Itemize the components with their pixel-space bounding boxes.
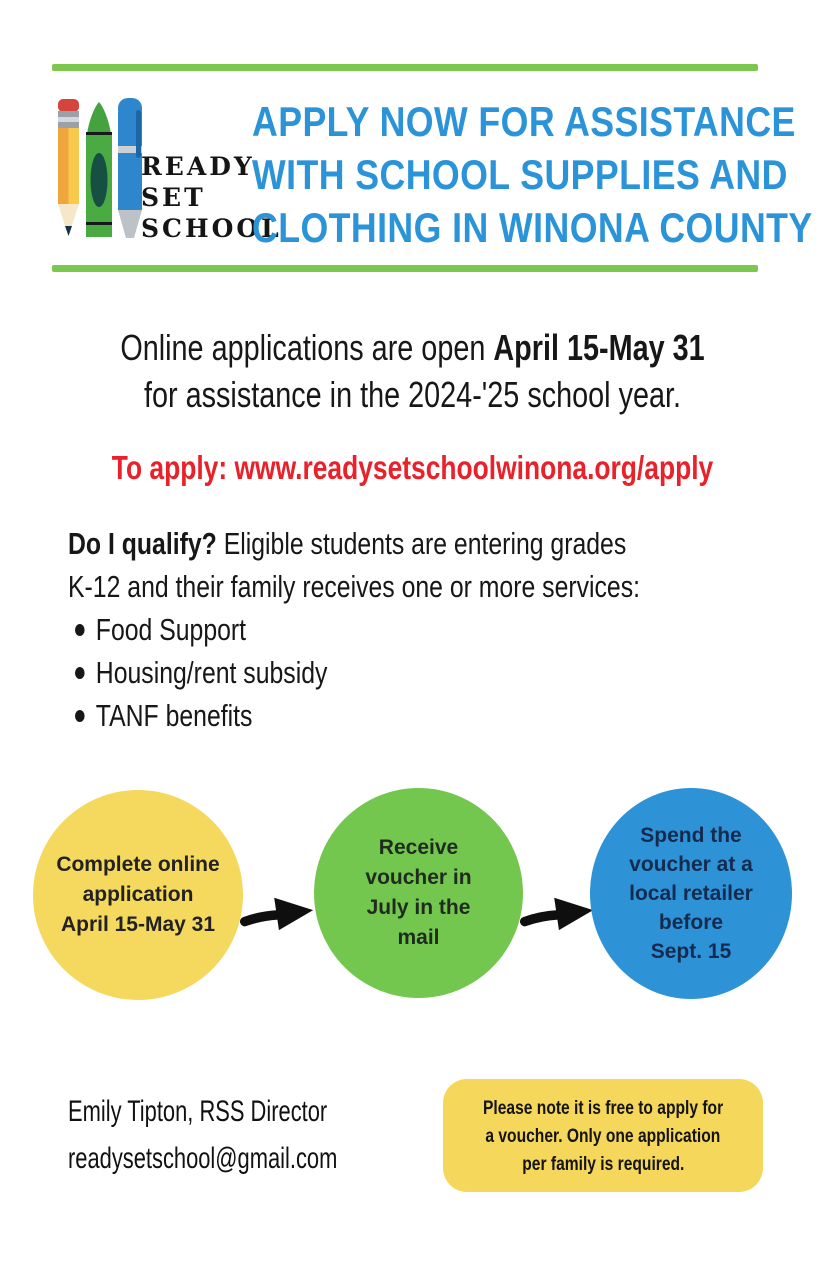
step-line: Sept. 15 [650,940,732,963]
qualify-line-2: K-12 and their family receives one or more services: [68,569,641,604]
bullet-icon [75,667,85,679]
note-line-1: Please note it is free to apply for [482,1096,724,1119]
step-circle-receive [314,788,523,998]
step-circle-spend [590,788,792,999]
bullet-icon [75,624,85,636]
step-line: Spend the [640,824,742,847]
step-line: voucher at a [629,853,753,876]
intro-line-2: for assistance in the 2024-'25 school year. [143,374,682,415]
list-item [75,651,327,694]
services-list [75,608,391,737]
qualify-section [68,522,783,608]
intro-line-1-regular: Online applications are open [120,327,494,368]
arrow-right-icon [240,888,316,938]
logo-word-school: SCHOOL [141,214,282,243]
contact-email: readysetschool@gmail.com [68,1142,338,1175]
step-line: local retailer [629,882,753,905]
ready-set-school-logo [55,96,147,246]
logo-word-ready: READY [141,152,255,181]
step-circle-apply [33,790,243,1000]
contact-name: Emily Tipton, RSS Director [68,1095,328,1128]
contact-info [68,1088,437,1182]
headline-line-3: CLOTHING IN WINONA COUNTY [252,204,813,251]
intro-line-1 [83,324,743,371]
service-tanf-benefits: TANF benefits [95,697,253,733]
pencil-icon [58,99,79,236]
qualify-line-1-rest: Eligible students are entering grades [216,526,627,561]
step-line: voucher in [365,866,472,889]
intro-line-1-dates: April 15-May 31 [493,327,705,368]
crayon-icon [86,102,112,237]
list-item [75,694,327,737]
pen-icon [118,98,142,238]
qualify-question: Do I qualify? [68,526,217,561]
divider-top [52,64,758,71]
apply-url-line: To apply: www.readysetschoolwinona.org/apply [111,449,714,486]
service-food-support: Food Support [95,611,247,647]
step-line: April 15-May 31 [60,913,216,936]
note-box [443,1079,763,1192]
intro-paragraph [0,324,825,418]
arrow-right-icon [520,888,596,938]
headline-line-2: WITH SCHOOL SUPPLIES AND [252,151,788,198]
logo-word-set: SET [141,183,206,212]
headline-line-1: APPLY NOW FOR ASSISTANCE [252,98,796,145]
note-line-3: per family is required. [521,1152,685,1175]
step-line: July in the [366,896,471,919]
divider-mid [52,265,758,272]
step-line: application [82,883,194,906]
step-line: before [658,911,724,934]
headline [252,95,825,254]
qualify-line-1 [68,522,640,565]
note-line-2: a voucher. Only one application [485,1124,721,1147]
step-line: Receive [378,836,459,859]
service-housing-subsidy: Housing/rent subsidy [95,654,328,690]
bullet-icon [75,710,85,722]
step-line: mail [397,926,440,949]
list-item [75,608,327,651]
step-line: Complete online [56,853,220,876]
